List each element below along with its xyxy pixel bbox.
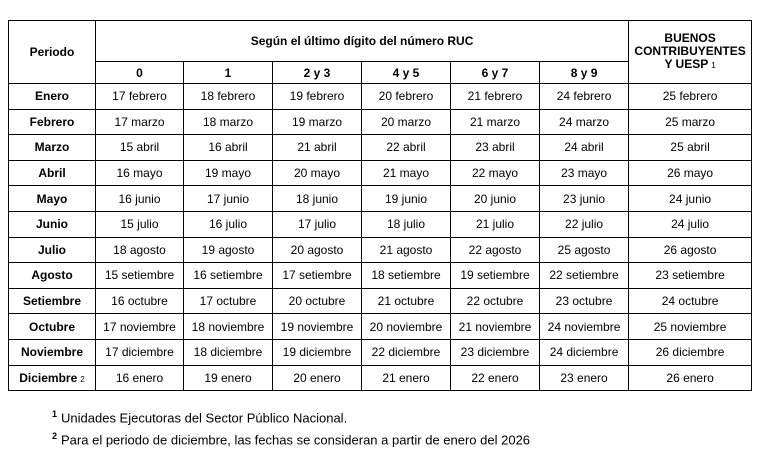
due-date-cell: 22 enero — [451, 365, 540, 391]
footnote-mark: 1 — [52, 409, 58, 419]
due-date-cell: 21 febrero — [451, 84, 540, 110]
due-date-cell: 23 abril — [451, 135, 540, 161]
due-date-cell: 16 setiembre — [184, 263, 273, 289]
digit-header: 1 — [184, 62, 273, 84]
month-cell — [9, 365, 96, 391]
month-cell — [9, 84, 96, 110]
table-row — [9, 314, 752, 340]
due-date-cell: 18 marzo — [184, 109, 273, 135]
due-date-cell: 18 junio — [273, 186, 362, 212]
due-date-cell: 18 setiembre — [362, 263, 451, 289]
due-date-cell: 24 febrero — [540, 84, 629, 110]
due-date-cell: 22 octubre — [451, 288, 540, 314]
ruc-digit-group-header: Según el último dígito del número RUC — [96, 21, 629, 62]
due-date-cell: 17 febrero — [96, 84, 184, 110]
due-date-cell: 21 mayo — [362, 160, 451, 186]
month-label: Abril — [38, 166, 66, 181]
month-cell — [9, 135, 96, 161]
due-date-cell: 21 enero — [362, 365, 451, 391]
month-label: Julio — [37, 242, 66, 257]
month-label: Agosto — [31, 268, 73, 283]
due-date-cell: 20 mayo — [273, 160, 362, 186]
due-date-cell: 21 julio — [451, 211, 540, 237]
due-date-cell: 20 agosto — [273, 237, 362, 263]
due-date-cell: 22 julio — [540, 211, 629, 237]
due-date-cell: 20 noviembre — [362, 314, 451, 340]
due-date-cell: 21 noviembre — [451, 314, 540, 340]
table-header — [9, 21, 752, 84]
table-row — [9, 109, 752, 135]
month-label: Febrero — [29, 114, 75, 129]
due-date-cell: 20 febrero — [362, 84, 451, 110]
due-date-cell: 16 enero — [96, 365, 184, 391]
month-label: Octubre — [28, 319, 75, 334]
due-date-cell: 18 noviembre — [184, 314, 273, 340]
due-date-cell: 22 agosto — [451, 237, 540, 263]
due-date-cell: 18 diciembre — [184, 339, 273, 365]
due-date-cell: 16 julio — [184, 211, 273, 237]
month-label: Noviembre — [20, 345, 84, 360]
month-cell — [9, 211, 96, 237]
table-row — [9, 263, 752, 289]
due-date-cell: 19 marzo — [273, 109, 362, 135]
due-date-cell: 16 junio — [96, 186, 184, 212]
due-date-cell: 22 abril — [362, 135, 451, 161]
buenos-contribuyentes-date-cell: 25 abril — [629, 135, 752, 161]
month-cell — [9, 186, 96, 212]
due-date-cell: 21 agosto — [362, 237, 451, 263]
buenos-contribuyentes-date-cell: 24 julio — [629, 211, 752, 237]
month-label: Enero — [34, 89, 69, 104]
due-date-cell: 19 mayo — [184, 160, 273, 186]
digit-header: 2 y 3 — [273, 62, 362, 84]
due-date-cell: 16 mayo — [96, 160, 184, 186]
buenos-contribuyentes-date-cell: 26 diciembre — [629, 339, 752, 365]
table-row — [9, 211, 752, 237]
due-date-cell: 20 marzo — [362, 109, 451, 135]
month-cell — [9, 160, 96, 186]
due-date-cell: 16 octubre — [96, 288, 184, 314]
footnote-2 — [52, 427, 530, 449]
due-date-cell: 19 febrero — [273, 84, 362, 110]
buenos-contribuyentes-date-cell: 26 agosto — [629, 237, 752, 263]
month-label: Junio — [36, 217, 68, 232]
due-date-cell: 23 enero — [540, 365, 629, 391]
month-footnote-mark: 2 — [80, 374, 85, 384]
due-date-cell: 24 noviembre — [540, 314, 629, 340]
footnote-mark: 2 — [52, 431, 58, 442]
buenos-contribuyentes-date-cell: 23 setiembre — [629, 263, 752, 289]
table-row — [9, 237, 752, 263]
month-label: Mayo — [36, 191, 68, 206]
due-date-cell: 15 abril — [96, 135, 184, 161]
due-date-cell: 23 mayo — [540, 160, 629, 186]
buenos-contribuyentes-date-cell: 24 octubre — [629, 288, 752, 314]
digit-header: 8 y 9 — [540, 62, 629, 84]
due-date-cell: 18 julio — [362, 211, 451, 237]
header-row-top — [9, 21, 752, 62]
due-date-cell: 16 abril — [184, 135, 273, 161]
due-date-cell: 19 noviembre — [273, 314, 362, 340]
table-row — [9, 288, 752, 314]
table-row — [9, 186, 752, 212]
buenos-contribuyentes-date-cell: 26 mayo — [629, 160, 752, 186]
due-date-cell: 23 junio — [540, 186, 629, 212]
due-date-cell: 21 marzo — [451, 109, 540, 135]
month-cell — [9, 263, 96, 289]
digit-header: 4 y 5 — [362, 62, 451, 84]
month-cell — [9, 339, 96, 365]
footnote-text: Unidades Ejecutoras del Sector Público Nacional. — [61, 410, 348, 426]
table-row — [9, 84, 752, 110]
due-date-cell: 24 marzo — [540, 109, 629, 135]
due-date-cell: 17 noviembre — [96, 314, 184, 340]
table-row — [9, 160, 752, 186]
due-date-cell: 17 junio — [184, 186, 273, 212]
due-date-cell: 19 enero — [184, 365, 273, 391]
due-date-cell: 21 octubre — [362, 288, 451, 314]
buenos-header-footnote-mark: 1 — [711, 61, 716, 70]
due-date-cell: 22 setiembre — [540, 263, 629, 289]
month-label: Diciembre — [19, 370, 78, 385]
due-date-cell: 20 junio — [451, 186, 540, 212]
buenos-contribuyentes-header — [629, 21, 752, 84]
footnotes — [52, 405, 530, 450]
due-date-cell: 19 agosto — [184, 237, 273, 263]
month-cell — [9, 288, 96, 314]
table-row — [9, 339, 752, 365]
footnote-1 — [52, 405, 530, 427]
buenos-contribuyentes-date-cell: 25 noviembre — [629, 314, 752, 340]
buenos-contribuyentes-date-cell: 25 marzo — [629, 109, 752, 135]
month-label: Marzo — [34, 140, 70, 155]
due-date-cell: 17 diciembre — [96, 339, 184, 365]
due-date-cell: 22 mayo — [451, 160, 540, 186]
due-date-cell: 17 julio — [273, 211, 362, 237]
due-date-cell: 21 abril — [273, 135, 362, 161]
digit-header: 0 — [96, 62, 184, 84]
due-date-cell: 23 diciembre — [451, 339, 540, 365]
month-cell — [9, 237, 96, 263]
due-date-cell: 23 octubre — [540, 288, 629, 314]
due-dates-table — [8, 20, 752, 391]
table-row — [9, 365, 752, 391]
due-date-cell: 15 julio — [96, 211, 184, 237]
buenos-contribuyentes-date-cell: 24 junio — [629, 186, 752, 212]
due-date-cell: 19 setiembre — [451, 263, 540, 289]
due-date-cell: 17 marzo — [96, 109, 184, 135]
month-label: Setiembre — [22, 294, 82, 309]
due-date-cell: 17 setiembre — [273, 263, 362, 289]
due-date-cell: 20 enero — [273, 365, 362, 391]
footnote-text: Para el periodo de diciembre, las fechas se consideran a partir de enero del 2026 — [61, 432, 531, 448]
due-date-cell: 19 diciembre — [273, 339, 362, 365]
due-date-cell: 15 setiembre — [96, 263, 184, 289]
due-date-cell: 20 octubre — [273, 288, 362, 314]
buenos-contribuyentes-date-cell: 26 enero — [629, 365, 752, 391]
buenos-header-line1: BUENOS — [664, 31, 716, 45]
due-date-cell: 19 junio — [362, 186, 451, 212]
buenos-header-line2: CONTRIBUYENTES — [634, 44, 746, 58]
period-header: Periodo — [9, 21, 96, 84]
buenos-header-line3: Y UESP — [664, 57, 709, 71]
due-date-cell: 17 octubre — [184, 288, 273, 314]
buenos-contribuyentes-date-cell: 25 febrero — [629, 84, 752, 110]
due-date-cell: 18 agosto — [96, 237, 184, 263]
table-body — [9, 84, 752, 391]
digit-header: 6 y 7 — [451, 62, 540, 84]
table-row — [9, 135, 752, 161]
due-date-cell: 22 diciembre — [362, 339, 451, 365]
due-date-cell: 24 abril — [540, 135, 629, 161]
due-date-cell: 24 diciembre — [540, 339, 629, 365]
due-date-cell: 25 agosto — [540, 237, 629, 263]
month-cell — [9, 109, 96, 135]
month-cell — [9, 314, 96, 340]
due-date-cell: 18 febrero — [184, 84, 273, 110]
